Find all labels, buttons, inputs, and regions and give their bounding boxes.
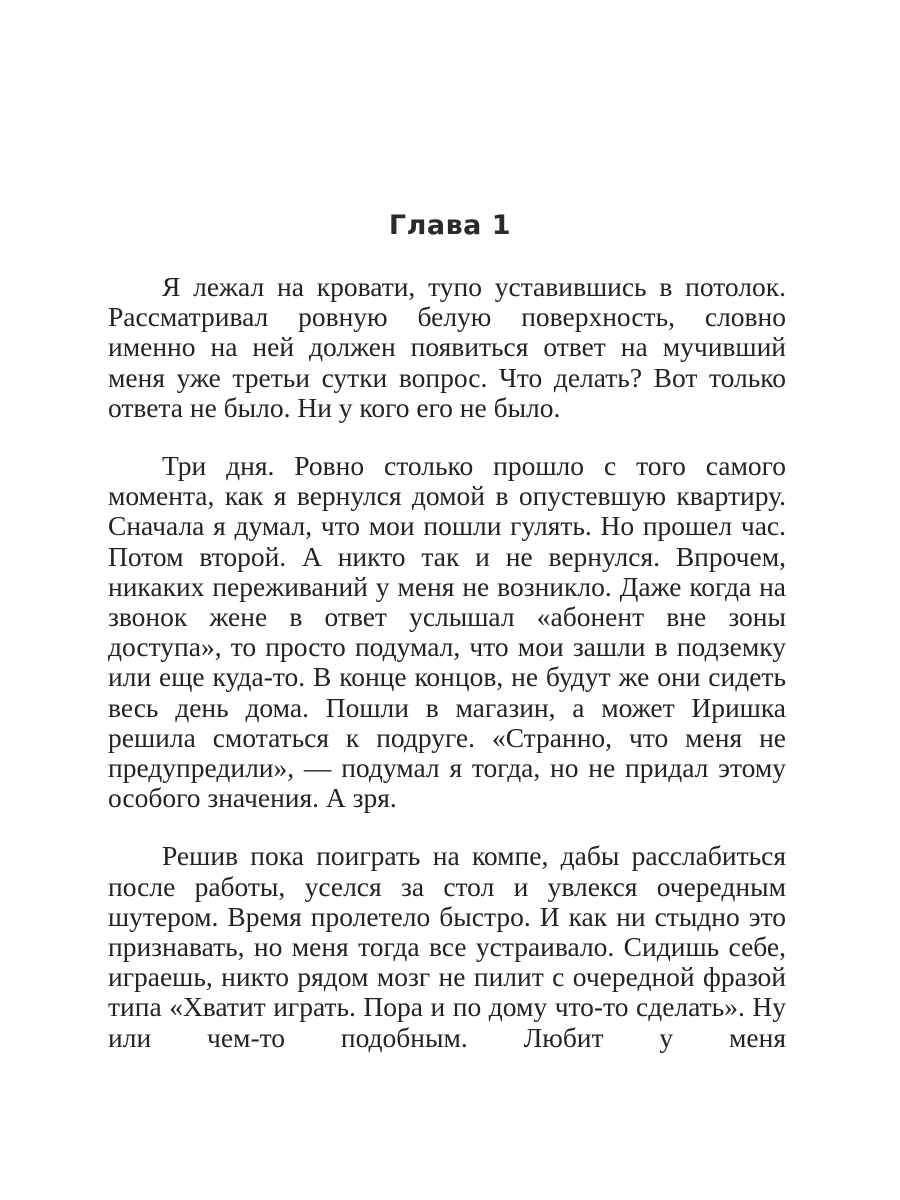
paragraph: Решив пока поиграть на компе, дабы расслабиться после работы, уселся за стол и увлекся очередным шутером. Время пролетело быстро. И как ни стыдно это признавать, но меня тогда все устраивало. Сидишь себе, играешь, никто рядом мозг не пилит с очередной фразой типа «Хватит играть. Пора и по дому что-то сделать». Ну или чем-то подобным. Любит у меня [108,840,786,1053]
paragraph: Три дня. Ровно столько прошло с того самого момента, как я вернулся домой в опустевшую квартиру. Сначала я думал, что мои пошли гулять. Но прошел час. Потом второй. А никто так и не вернулся. Впрочем, никаких переживаний у меня не возникло. Даже когда на звонок жене в ответ услышал «абонент вне зоны доступа», то просто подумал, что мои зашли в подземку или еще куда-то. В конце концов, не будут же они сидеть весь день дома. Пошли в магазин, а может Иришка решила смотаться к подруге. «Странно, что меня не предупредили», — подумал я тогда, но не придал этому особого значения. А зря. [108,450,786,814]
paragraph: Я лежал на кровати, тупо уставившись в потолок. Рассматривал ровную белую поверхность, словно именно на ней должен появиться ответ на мучивший меня уже третьи сутки вопрос. Что делать? Вот только ответа не было. Ни у кого его не было. [108,271,786,423]
chapter-title: Глава 1 [388,210,512,241]
chapter-body [108,272,786,1053]
